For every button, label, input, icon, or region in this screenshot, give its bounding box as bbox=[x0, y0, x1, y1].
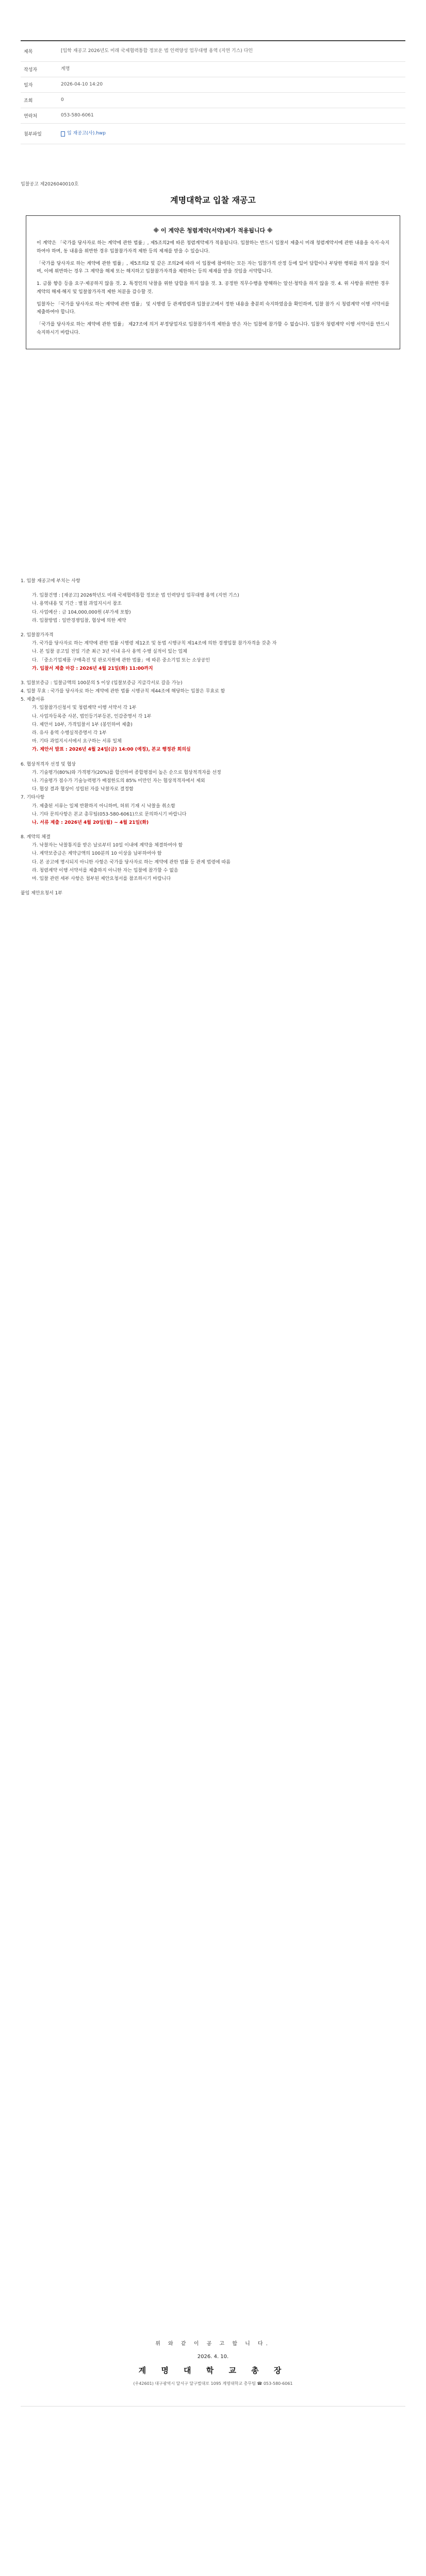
body-line: 다. 본 공고에 명시되지 아니한 사항은 국가를 당사자로 하는 계약에 관한 법률 등 관계 법령에 따름 bbox=[32, 859, 231, 865]
body-line: 7. 기타사항 bbox=[21, 795, 45, 801]
notice-paragraph: 이 계약은 「국가를 당사자로 하는 계약에 관한 법률」, 제5조의2에 따른 청렴계약제가 적용됩니다. 입찰하는 반드시 입찰서 제출시 미래 청렴계약서에 관한 내용을 숙지·숙지하여야 하며, 동 내용을 위반한 경우 입찰참가자격 제한 등의 제재를 받을 수 있습니다. bbox=[37, 241, 389, 254]
notice-body bbox=[21, 577, 405, 897]
author-value: 계명 bbox=[61, 66, 70, 72]
attachment-note: 붙임 제안요청서 1부 bbox=[21, 891, 63, 896]
body-line: 나. 계약보증금은 계약금액의 100분의 10 이상을 납부하여야 함 bbox=[32, 851, 162, 857]
integrity-notice-box bbox=[26, 215, 400, 349]
views-value: 0 bbox=[61, 97, 64, 103]
body-line: 가. 낙찰자는 낙찰통지를 받은 날로부터 10일 이내에 계약을 체결하여야 함 bbox=[32, 843, 183, 849]
notice-paragraph: 「국가를 당사자로 하는 계약에 관한 법률」 제27조에 의거 부정당업자로 입찰참가자격 제한을 받은 자는 입찰에 참가할 수 없습니다. 입찰자 청렴계약 이행 서약서를 반드시 숙지하시기 바랍니다. bbox=[37, 322, 389, 335]
body-line: 다. 「중소기업제품 구매촉진 및 판로지원에 관한 법률」에 따른 중소기업 또는 소상공인 bbox=[32, 657, 210, 663]
notice-box-heading: ※ 이 계약은 청렴계약(서약)제가 적용됩니다 ※ bbox=[153, 227, 273, 234]
body-line: 가. 입찰건명 : [재공고] 2026학년도 미래 국제협력통합 정보운 법 인력양성 업무대행 용역 (지연 기스) bbox=[32, 593, 239, 599]
title-value: [입학 재공고 2026년도 미래 국제협력통합 정보운 법 인력양성 업무대행 용역 (지연 기스) 다인 bbox=[61, 48, 253, 54]
body-line: 가. 제출된 서류는 일체 반환하지 아니하며, 허위 기재 시 낙찰을 취소함 bbox=[32, 803, 175, 809]
attach-cell bbox=[57, 128, 405, 140]
body-block-overview bbox=[21, 591, 405, 625]
reference-number: 입찰공고 제2026040010호 bbox=[21, 182, 79, 187]
notice-paragraph: 「국가를 당사자로 하는 계약에 관한 법률」, 제5조의2 및 같은 조의2에 따라 이 입찰에 참여하는 모든 자는 입찰가격 산정 등에 있어 담합이나 부당한 행위를 하지 않을 것이며, 이에 위반하는 경우 그 계약을 해제 또는 해지하고 입찰참가자격을 제한하는 등의 제재를 받을 것임을 서약합니다. bbox=[37, 261, 389, 275]
file-icon bbox=[61, 131, 65, 137]
body-line: 2. 입찰참가자격 bbox=[21, 632, 54, 638]
attach-label: 첨부파일 bbox=[24, 132, 42, 137]
issuer-address: (우42601) 대구광역시 달서구 달구벌대로 1095 계명대학교 총무팀 ☎ 053-580-6061 bbox=[133, 2381, 293, 2386]
body-line: 라. 유사 용역 수행실적증명서 각 1부 bbox=[32, 731, 107, 736]
body-line: 마. 입찰 관련 세부 사항은 첨부된 제안요청서를 참조하시기 바랍니다 bbox=[32, 876, 171, 882]
closing-block bbox=[0, 2339, 426, 2386]
body-line: 다. 협상 결과 협상이 성립된 자를 낙찰자로 결정함 bbox=[32, 787, 134, 792]
body-line: 가. 국가를 당사자로 하는 계약에 관한 법률 시행령 제12조 및 동법 시행규칙 제14조에 의한 경쟁입찰 참가자격을 갖춘 자 bbox=[32, 641, 277, 647]
meta-row-date bbox=[21, 77, 405, 93]
date-value: 2026-04-10 14:20 bbox=[61, 81, 103, 87]
body-line: 8. 계약의 체결 bbox=[21, 835, 51, 840]
body-line: 라. 청렴계약 이행 서약서를 제출하지 아니한 자는 입찰에 참가할 수 없음 bbox=[32, 868, 178, 873]
body-line: 다. 제안서 10부, 가격입찰서 1부 (봉인하여 제출) bbox=[32, 722, 133, 727]
body-block-eligibility bbox=[21, 631, 405, 673]
body-line: 나. 기술평가 점수가 기술능력평가 배점한도의 85% 미만인 자는 협상적격자에서 제외 bbox=[32, 778, 205, 784]
body-line: 나. 사업자등록증 사본, 법인등기부등본, 인감증명서 각 1부 bbox=[32, 714, 152, 719]
body-line: 다. 사업예산 : 금 104,000,000원 (부가세 포함) bbox=[32, 609, 131, 615]
notice-paragraph: 입찰자는 「국가를 당사자로 하는 계약에 관한 법률」 및 시행령 등 관계법령과 입찰공고에서 정한 내용을 충분히 숙지하였음을 확인하며, 입찰 참가 시 청렴계약 이행 서약서를 제출하여야 합니다. bbox=[37, 301, 389, 315]
views-label: 조회 bbox=[24, 98, 33, 104]
notice-title: 계명대학교 입찰 재공고 bbox=[170, 195, 256, 205]
closing-date: 2026. 4. 10. bbox=[197, 2354, 229, 2360]
presentation-highlight: 가. 제안서 발표 : 2026년 4월 24일(금) 14:00 (예정), 본교 행정관 회의실 bbox=[32, 747, 191, 753]
meta-row-author bbox=[21, 62, 405, 77]
body-line: 가. 기술평가(80%)와 가격평가(20%)를 합산하여 종합평점이 높은 순으로 협상적격자를 선정 bbox=[32, 770, 221, 775]
notice-paragraph: 1. 금품 향응 등을 요구·제공하지 않을 것. 2. 특정인의 낙찰을 위한 담합을 하지 않을 것. 3. 공정한 직무수행을 방해하는 알선·청탁을 하지 않을 것. 4. 위 사항을 위반한 경우 계약의 해제·해지 및 입찰참가자격 제한 처분을 감수할 것. bbox=[37, 281, 389, 295]
phone-label: 연락처 bbox=[24, 114, 38, 119]
body-line: 6. 협상적격자 선정 및 협상 bbox=[21, 761, 76, 767]
meta-row-title bbox=[21, 41, 405, 62]
issuer-name: 계 명 대 학 교 총 장 bbox=[138, 2366, 288, 2375]
body-block-documents bbox=[21, 679, 405, 754]
body-intro: 1. 입찰 재공고에 부치는 사항 bbox=[21, 579, 80, 584]
meta-row-phone bbox=[21, 108, 405, 124]
attachment-link[interactable] bbox=[61, 130, 401, 138]
attachment-filename[interactable]: 입 재공고(사).hwp bbox=[67, 130, 106, 136]
deadline-highlight: 가. 입찰서 제출 마감 : 2026년 4월 21일(화) 11:00까지 bbox=[32, 666, 153, 671]
meta-row-views bbox=[21, 93, 405, 108]
body-line: 5. 제출서류 bbox=[21, 697, 45, 703]
body-line: 나. 용역내용 및 기간 : 별첨 과업지시서 참조 bbox=[32, 601, 122, 607]
body-line: 나. 기타 문의사항은 본교 총무팀(053-580-6061)으로 문의하시기 바랍니다 bbox=[32, 811, 187, 817]
body-line: 나. 본 입찰 공고일 전일 기준 최근 3년 이내 유사 용역 수행 실적이 있는 업체 bbox=[32, 649, 187, 655]
body-line: 가. 입찰참가신청서 및 청렴계약 이행 서약서 각 1부 bbox=[32, 705, 137, 711]
closing-statement: 위 와 같 이 공 고 합 니 다. bbox=[155, 2341, 271, 2347]
meta-row-attachment bbox=[21, 124, 405, 144]
body-line: 라. 입찰방법 : 일반경쟁입찰, 협상에 의한 계약 bbox=[32, 618, 126, 623]
submission-due-highlight: 나. 서류 제출 : 2026년 4월 20일(월) ~ 4월 21일(화) bbox=[32, 820, 149, 825]
date-label: 일자 bbox=[24, 83, 33, 88]
post-meta-table bbox=[21, 40, 405, 144]
body-line: 마. 기타 과업지시서에서 요구하는 서류 일체 bbox=[32, 739, 122, 744]
phone-value: 053-580-6061 bbox=[61, 112, 94, 118]
body-line: 4. 입찰 무효 : 국가를 당사자로 하는 계약에 관한 법률 시행규칙 제44조에 해당하는 입찰은 무효로 함 bbox=[21, 689, 225, 694]
author-label: 작성자 bbox=[24, 67, 38, 73]
title-label: 제목 bbox=[24, 49, 33, 55]
body-line: 3. 입찰보증금 : 입찰금액의 100분의 5 이상 (입찰보증금 지급각서로 갈음 가능) bbox=[21, 680, 183, 686]
body-block-attachment-note bbox=[21, 889, 405, 897]
body-block-contract bbox=[21, 833, 405, 883]
body-block-negotiation bbox=[21, 760, 405, 827]
